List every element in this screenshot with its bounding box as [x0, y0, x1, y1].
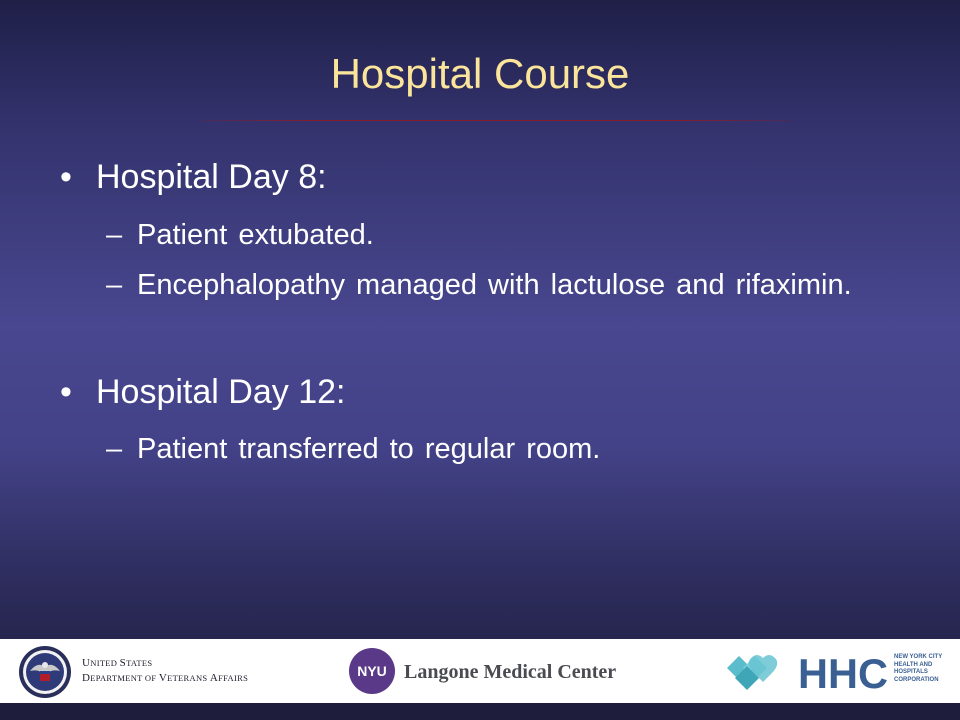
va-cap: U — [82, 657, 91, 669]
va-seal-icon — [18, 645, 72, 699]
title-divider — [200, 120, 792, 121]
va-smallcaps: ETERANS — [167, 673, 210, 683]
hhc-hearts-icon — [725, 650, 781, 694]
bullet-text: Hospital Day 12: — [96, 373, 346, 411]
sub-bullet-item — [106, 429, 896, 469]
footer-bottom-band — [0, 703, 960, 720]
va-line-1 — [82, 656, 248, 671]
va-smallcaps: TATES — [126, 658, 153, 668]
hhc-name-line: NEW YORK CITY — [894, 654, 943, 660]
va-line-2 — [82, 671, 248, 686]
va-cap: S — [119, 657, 127, 669]
sub-bullet-marker: – — [106, 433, 123, 465]
va-smallcaps: NITED — [90, 658, 120, 668]
sub-bullet-item — [106, 265, 896, 305]
slide-title: Hospital Course — [330, 50, 630, 97]
sub-bullet-item — [106, 215, 896, 255]
sub-bullet-text: Patient extubated. — [137, 219, 374, 251]
sub-bullet-marker: – — [106, 269, 123, 301]
nyu-badge-text: NYU — [357, 663, 387, 679]
va-smallcaps: EPARTMENT OF — [90, 673, 159, 683]
bullet-marker: • — [60, 158, 72, 196]
va-department-text — [82, 656, 248, 686]
sub-bullet-text: Patient transferred to regular room. — [137, 433, 601, 465]
nyu-langone-name: Langone Medical Center — [404, 661, 617, 683]
hhc-name-line: HOSPITALS — [894, 669, 928, 675]
hhc-name-line: CORPORATION — [894, 676, 939, 683]
va-cap: A — [209, 672, 219, 684]
hhc-logo-icon — [798, 652, 890, 692]
sub-bullet-marker: – — [106, 219, 123, 251]
bullet-text: Hospital Day 8: — [96, 158, 327, 196]
sub-bullet-text: Encephalopathy managed with lactulose and rifaximin. — [137, 269, 852, 301]
hhc-name-text — [894, 654, 942, 684]
va-cap: V — [158, 672, 168, 684]
hhc-mark-text: HHC — [798, 652, 888, 692]
bullet-marker: • — [60, 373, 72, 411]
nyu-logo-icon — [348, 647, 396, 695]
va-cap: D — [82, 672, 91, 684]
va-smallcaps: FFAIRS — [218, 673, 249, 683]
hhc-name-line: HEALTH AND — [894, 661, 933, 668]
